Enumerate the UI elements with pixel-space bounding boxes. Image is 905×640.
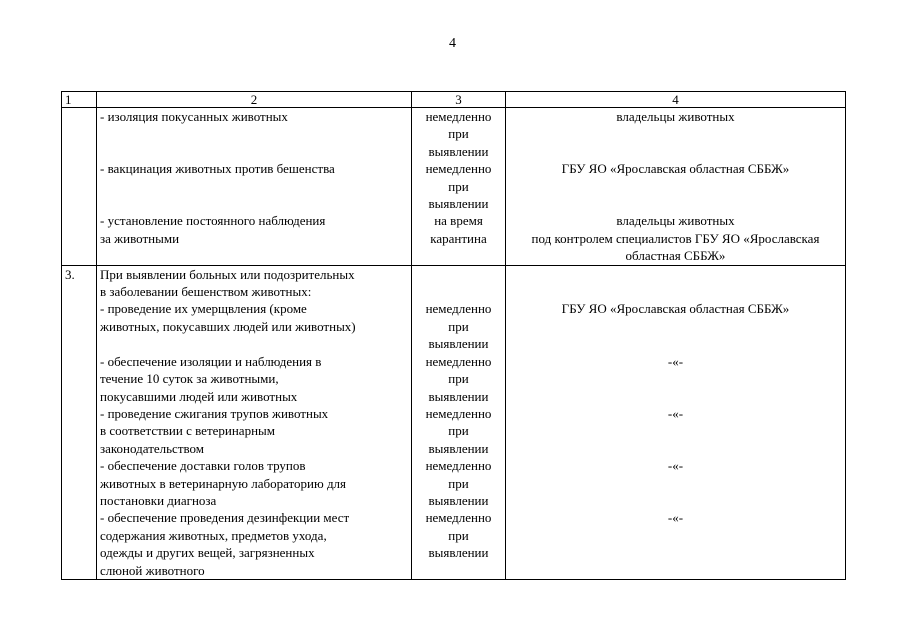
responsible-spacer — [509, 283, 842, 300]
measure-line — [100, 247, 408, 264]
measure-line: постановки диагноза — [100, 492, 217, 508]
term-line: выявлении — [428, 196, 489, 212]
responsible-cell — [506, 108, 846, 266]
responsible-line: областная СББЖ» — [625, 248, 726, 264]
term-line: немедленно — [425, 458, 492, 474]
term-line: немедленно — [425, 353, 492, 369]
measure-line: - проведение их умерщвления (кроме — [100, 301, 307, 317]
term-line: при — [448, 423, 469, 439]
responsible-line — [509, 562, 842, 579]
term-line: карантина — [430, 230, 487, 246]
measure-line: покусавшими людей или животных — [100, 388, 298, 404]
measure-line: - обеспечение доставки голов трупов — [100, 458, 306, 474]
responsible-line — [509, 318, 842, 335]
measure-line: - вакцинация животных против бешенства — [100, 161, 335, 177]
responsible-line — [509, 492, 842, 509]
header-col-3: 3 — [412, 92, 506, 108]
responsible-line: -«- — [667, 510, 684, 526]
header-col-2: 2 — [97, 92, 412, 108]
table-row — [62, 108, 846, 266]
measure-line: слюной животного — [100, 562, 205, 578]
term-line: немедленно — [425, 301, 492, 317]
responsible-line — [509, 125, 842, 142]
responsible-line — [509, 335, 842, 352]
measure-line: содержания животных, предметов ухода, — [100, 527, 327, 543]
term-line: выявлении — [428, 545, 489, 561]
measure-line: за животными — [100, 230, 180, 246]
term-line: выявлении — [428, 336, 489, 352]
measure-line — [100, 125, 408, 142]
term-line: при — [448, 527, 469, 543]
measure-line: одежды и других вещей, загрязненных — [100, 545, 315, 561]
table-row — [62, 265, 846, 579]
measure-cell — [97, 108, 412, 266]
header-col-1: 1 — [62, 92, 97, 108]
responsible-line — [509, 178, 842, 195]
measure-intro-line: При выявлении больных или подозрительных — [100, 266, 355, 282]
measure-line: - установление постоянного наблюдения — [100, 213, 326, 229]
responsible-line — [509, 440, 842, 457]
term-line — [415, 247, 502, 264]
term-line: выявлении — [428, 143, 489, 159]
table-header-row — [62, 92, 846, 108]
row-number — [62, 108, 97, 266]
page-number: 4 — [449, 36, 456, 51]
term-line: немедленно — [425, 161, 492, 177]
term-line: немедленно — [425, 109, 492, 124]
measure-line: законодательством — [100, 440, 205, 456]
term-line: при — [448, 318, 469, 334]
responsible-line — [509, 370, 842, 387]
responsible-line — [509, 388, 842, 405]
term-line: на время — [434, 213, 483, 229]
term-line: немедленно — [425, 405, 492, 421]
responsible-spacer — [509, 266, 842, 283]
term-line: выявлении — [428, 440, 489, 456]
term-cell — [412, 265, 506, 579]
term-line: при — [448, 371, 469, 387]
term-line: при — [448, 178, 469, 194]
term-line — [415, 562, 502, 579]
responsible-line — [509, 527, 842, 544]
term-spacer — [415, 283, 502, 300]
measure-line — [100, 178, 408, 195]
responsible-line: под контролем специалистов ГБУ ЯО «Ярославская — [531, 230, 820, 246]
measure-intro-line: в заболевании бешенством животных: — [100, 284, 312, 300]
measure-line: - обеспечение изоляции и наблюдения в — [100, 353, 322, 369]
responsible-line — [509, 143, 842, 160]
term-spacer — [415, 266, 502, 283]
measure-line — [100, 335, 408, 352]
responsible-cell — [506, 265, 846, 579]
measure-line: в соответствии с ветеринарным — [100, 423, 275, 439]
term-line: выявлении — [428, 388, 489, 404]
responsible-line: ГБУ ЯО «Ярославская областная СББЖ» — [561, 301, 790, 317]
measure-line: животных в ветеринарную лабораторию для — [100, 475, 347, 491]
responsible-line: -«- — [667, 458, 684, 474]
term-line: немедленно — [425, 510, 492, 526]
measure-cell — [97, 265, 412, 579]
responsible-line — [509, 475, 842, 492]
term-cell — [412, 108, 506, 266]
responsible-line: -«- — [667, 353, 684, 369]
row-number: 3. — [62, 265, 97, 579]
responsible-line: владельцы животных — [616, 213, 735, 229]
responsible-line — [509, 544, 842, 561]
responsible-line: ГБУ ЯО «Ярославская областная СББЖ» — [561, 161, 790, 177]
measure-line — [100, 143, 408, 160]
measure-line: - изоляция покусанных животных — [100, 109, 288, 124]
term-line: при — [448, 475, 469, 491]
responsible-line — [509, 195, 842, 212]
measure-line: - проведение сжигания трупов животных — [100, 405, 329, 421]
header-col-4: 4 — [506, 92, 846, 108]
responsible-line — [509, 422, 842, 439]
measure-line: течение 10 суток за животными, — [100, 371, 279, 387]
term-line: выявлении — [428, 492, 489, 508]
measure-line: животных, покусавших людей или животных) — [100, 318, 356, 334]
responsible-line: владельцы животных — [616, 109, 735, 124]
measure-line — [100, 195, 408, 212]
measure-line: - обеспечение проведения дезинфекции мест — [100, 510, 350, 526]
measures-table — [61, 91, 846, 580]
responsible-line: -«- — [667, 405, 684, 421]
term-line: при — [448, 126, 469, 142]
